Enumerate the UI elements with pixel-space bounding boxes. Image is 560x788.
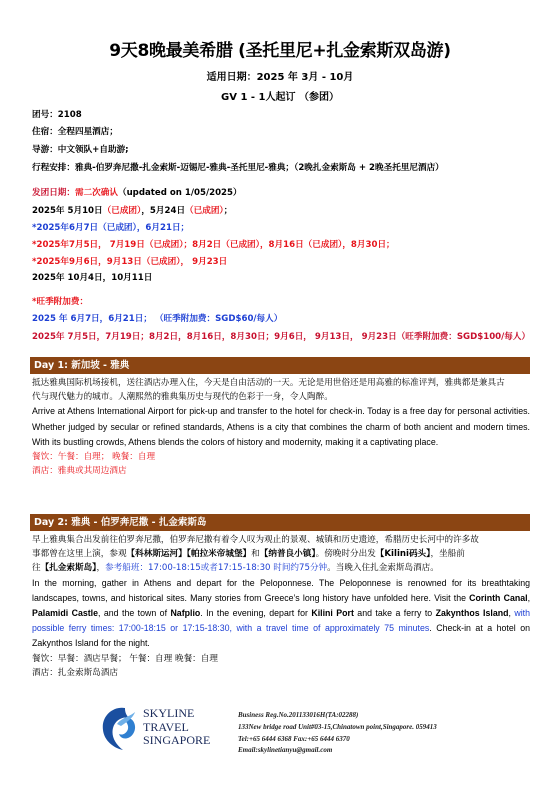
dragon-logo-icon (95, 704, 139, 754)
validity-dates: 适用日期：2025 年 3月 - 10月 (206, 72, 354, 83)
departure-row: *2025年7月5日， 7月19日（已成团）；8月2日（已成团），8月16日（已成团），8月30日； (32, 240, 395, 250)
surcharge-row: 2025 年 6月7日，6月21日； （旺季附加费：SGD$60/每人） (32, 314, 283, 324)
day1-description: 抵达雅典国际机场接机，送往酒店办理入住，今天是自由活动的一天。无论是用世俗还是用高雅的标准评判，雅典都是兼具古 代与现代魅力的城市。人潮熙然的雅典集历史与现代的色彩于一身，令人陶醉。 Arrive at Athens International Airport for pick-up and transfer to the hotel for check-in. Today is a free day for personal activities. Whether judged by secular or refined standards, Athens is a city that combines the charm of both ancient and modern times. With its bustling crowds, Athens blends the colors of history and modernity, making it a captivating place. 餐饮：午餐：自理； 晚餐：自理 酒店：雅典或其周边酒店 (32, 378, 530, 477)
departure-row: 2025年 10月4日，10月11日 (32, 273, 153, 283)
company-footer: Business Reg.No.201133016H(TA:02288) 133New bridge road Unit#03-15,Chinatown point,Singapore. 059413 Tel:+65 6444 6368 Fax:+65 6444 6370 Email:skylinetianyu@gmail.com (238, 711, 437, 755)
departure-dates-heading: 发团日期：需二次确认（updated on 1/05/2025） (32, 188, 242, 198)
itinerary-info: 行程安排：雅典-伯罗奔尼撒-扎金索斯-迈锡尼-雅典-圣托里尼-雅典；（2晚扎金索斯岛 + 2晚圣托里尼酒店） (32, 163, 444, 173)
day2-english: In the morning, gather in Athens and depart for the Peloponnese. The Peloponnese is renowned for its breathtaking landscapes, towns, and historical sites. Many stories from Greece’s long history have unfolded here. Visit the Corinth Canal, Palamidi Castle, and the town of Nafplio. In the evening, depart for Kilini Port and take a ferry to Zakynthos Island, with possible ferry times: 17:00-18:15 or 17:15-18:30, with a travel time of approximately 75 minutes. Check-in at a hotel on Zakynthos Island for the night. (32, 577, 531, 649)
company-logo-text: SKYLINE TRAVEL SINGAPORE (143, 706, 211, 747)
surcharge-row: 2025年 7月5日，7月19日；8月2日，8月16日，8月30日；9月6日， 9月13日， 9月23日（旺季附加费：SGD$100/每人） (32, 332, 531, 342)
group-code: GV 1 - 1人起订 （参团） (221, 92, 339, 103)
departure-row: *2025年9月6日，9月13日（已成团）， 9月23日 (32, 257, 228, 267)
day2-header: Day 2: 雅典 - 伯罗奔尼撒 - 扎金索斯岛 (30, 514, 530, 531)
departure-row: *2025年6月7日（已成团），6月21日； (32, 223, 190, 233)
hotel-info: 住宿：全程四星酒店； (32, 127, 118, 137)
guide-info: 导游：中文领队+自助游; (32, 145, 129, 155)
day1-header: Day 1: 新加坡 - 雅典 (30, 357, 530, 374)
day1-english: Arrive at Athens International Airport for pick-up and transfer to the hotel for check-in. Today is a free day for personal activities. Whether judged by secular or refined standards, Athens is a city that combines the charm of both ancient and modern times. With its bustling crowds, Athens blends the colors of history and modernity, making it a captivating place. (32, 406, 530, 447)
departure-row: 2025年 5月10日（已成团），5月24日（已成团）； (32, 206, 233, 216)
surcharge-heading: *旺季附加费： (32, 297, 89, 307)
tour-number: 团号：2108 (32, 110, 82, 120)
page-title: 9天8晚最美希腊 (圣托里尼+扎金索斯双岛游) (109, 41, 451, 61)
day2-description: 早上雅典集合出发前往伯罗奔尼撒，伯罗奔尼撒有着令人叹为观止的景观、城镇和历史遗迹，希腊历史长河中的许多故 事都曾在这里上演，参观【科林斯运河】【帕拉米帝城堡】和【纳普良小镇】。傍晚时分出发【Kilini码头】，坐船前 往【扎金索斯岛】，参考船班：17:00-18:15或者17:15-18:30 时间约75分钟。当晚入住扎金索斯岛酒店。 In the morning, gather in Athens and depart for the Peloponnese. The Peloponnese is renowned for its breathtaking landscapes, towns, and historical sites. Many stories from Greece’s long history have unfolded here. Visit the Corinth Canal, Palamidi Castle, and the town of Nafplio. In the evening, depart for Kilini Port and take a ferry to Zakynthos Island, with possible ferry times: 17:00-18:15 or 17:15-18:30, with a travel time of approximately 75 minutes. Check-in at a hotel on Zakynthos Island for the night. 餐饮：早餐：酒店早餐； 午餐：自理 晚餐：自理 酒店：扎金索斯岛酒店 (32, 535, 531, 678)
